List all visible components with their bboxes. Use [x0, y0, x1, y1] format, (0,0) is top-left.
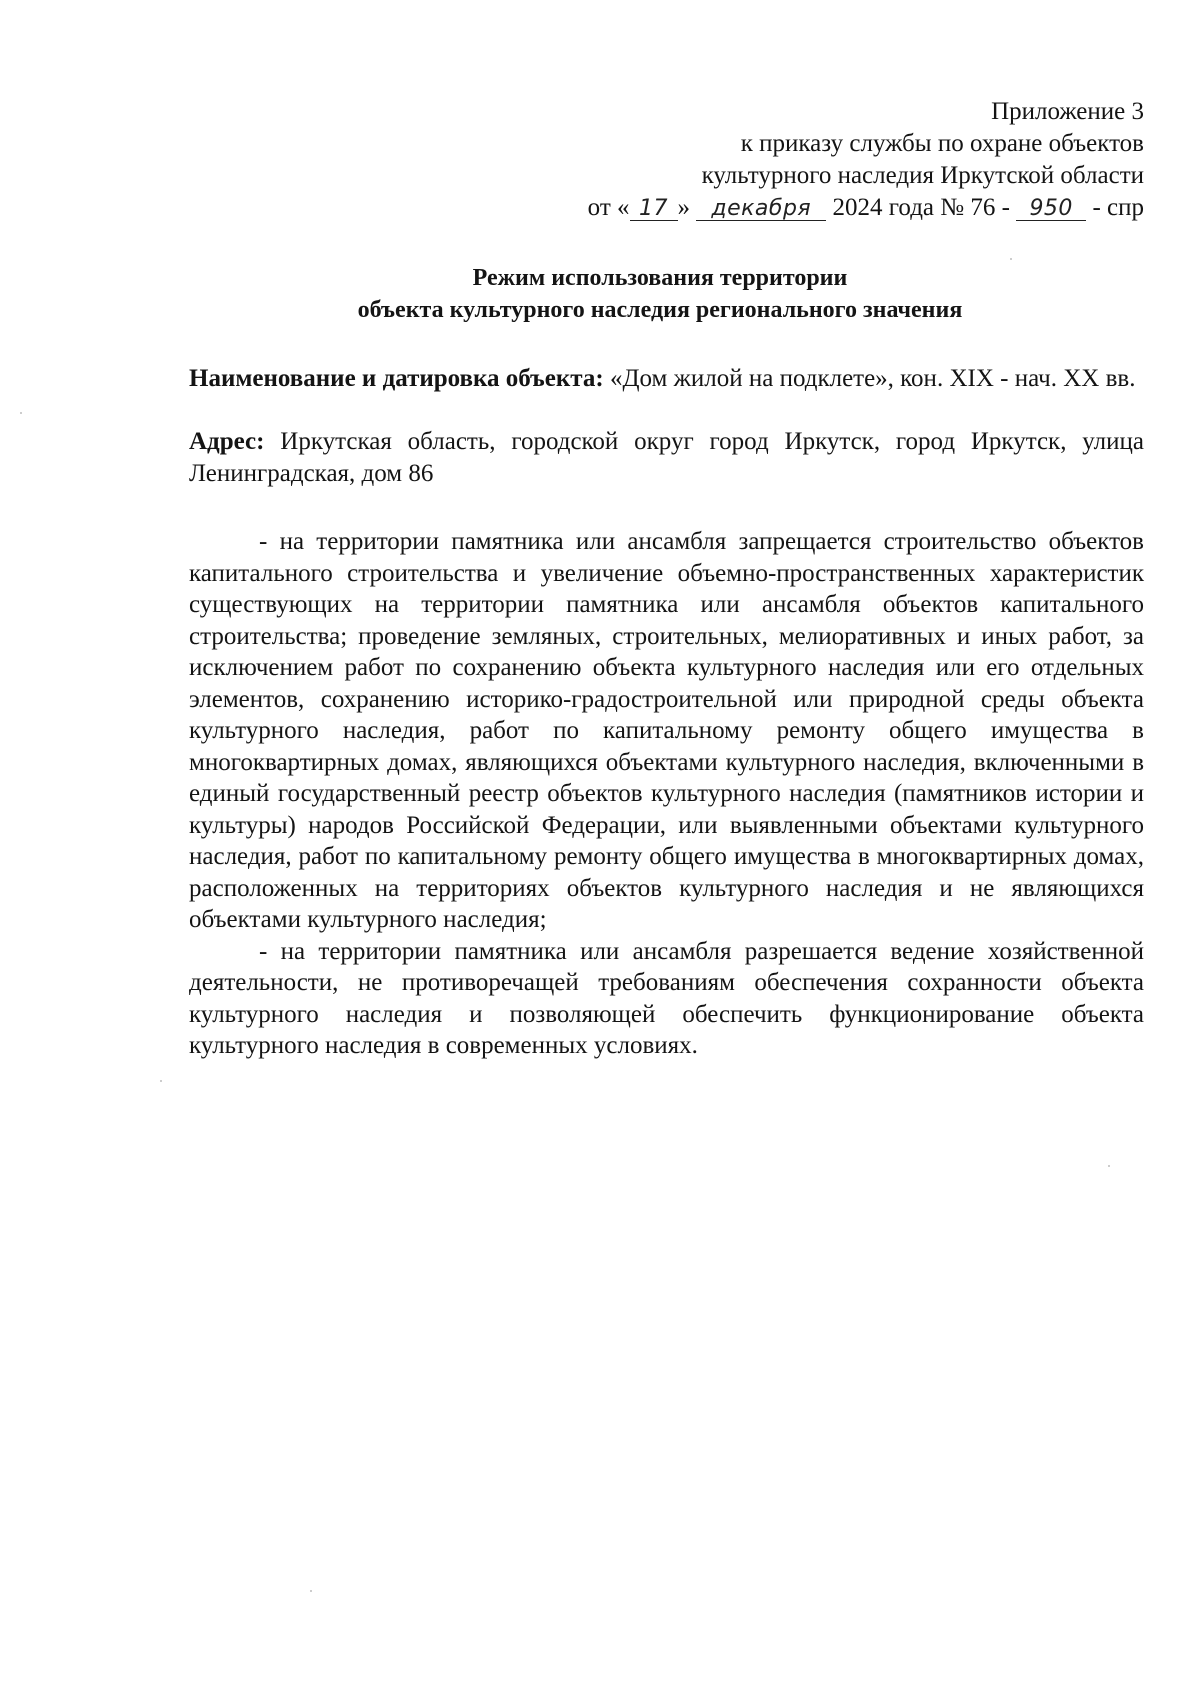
appendix-number: Приложение 3	[991, 98, 1144, 125]
scan-speck	[160, 1080, 162, 1082]
date-prefix: от «	[587, 194, 630, 221]
object-name-block	[189, 363, 1144, 395]
permissions-paragraph: - на территории памятника или ансамбля разрешается ведение хозяйственной деятельности, не противоречащей требованиям обеспечения сохранности объекта культурного наследия и позволяющей обеспечить функционирование объекта культурного наследия в современных условиях.	[189, 937, 1144, 1059]
regime-paragraphs	[189, 526, 1144, 1062]
document-title	[160, 262, 1160, 326]
order-date-line	[588, 192, 1144, 224]
address-label: Адрес:	[189, 428, 265, 455]
prohibitions-paragraph: - на территории памятника или ансамбля запрещается строительство объектов капитального строительства и увеличение объемно-пространственных характеристик существующих на территории памятника или ансамбля объектов капитального строительства; проведение земляных, строительных, мелиоративных и иных работ, за исключением работ по сохранению объекта культурного наследия или его отдельных элементов, сохранению историко-градостроительной или природной среды объекта культурного наследия, работ по капитальному ремонту общего имущества в многоквартирных домах, являющихся объектами культурного наследия, включенными в единый государственный реестр объектов культурного наследия (памятников истории и культуры) народов Российской Федерации, или выявленными объектами культурного наследия, работ по капитальному ремонту общего имущества в многоквартирных домах, расположенных на территориях объектов культурного наследия и не являющихся объектами культурного наследия;	[189, 528, 1144, 933]
address-block	[189, 426, 1144, 489]
order-reference: к приказу службы по охране объектов	[740, 130, 1144, 157]
address-value: Иркутская область, городской округ город Иркутск, город Иркутск, улица Ленинградская, дом 86	[189, 428, 1145, 487]
appendix-header	[588, 96, 1144, 224]
scan-speck	[1010, 258, 1012, 260]
title-line-1: Режим использования территории	[472, 265, 848, 291]
quote-close: »	[677, 194, 691, 221]
order-suffix: - спр	[1092, 194, 1144, 221]
year-and-number: 2024 года № 76 -	[832, 194, 1010, 221]
handwritten-month: декабря	[696, 198, 826, 221]
scan-speck	[1108, 1165, 1110, 1167]
object-value: «Дом жилой на подклете», кон. XIX - нач. XX вв.	[609, 365, 1136, 392]
scan-speck	[310, 1590, 312, 1592]
handwritten-day: 17	[630, 198, 678, 221]
title-line-2: объекта культурного наследия регионального значения	[357, 297, 963, 323]
handwritten-order-number: 950	[1016, 198, 1086, 221]
order-authority: культурного наследия Иркутской области	[701, 162, 1144, 189]
object-label: Наименование и датировка объекта:	[189, 365, 604, 392]
scan-speck	[20, 412, 22, 414]
